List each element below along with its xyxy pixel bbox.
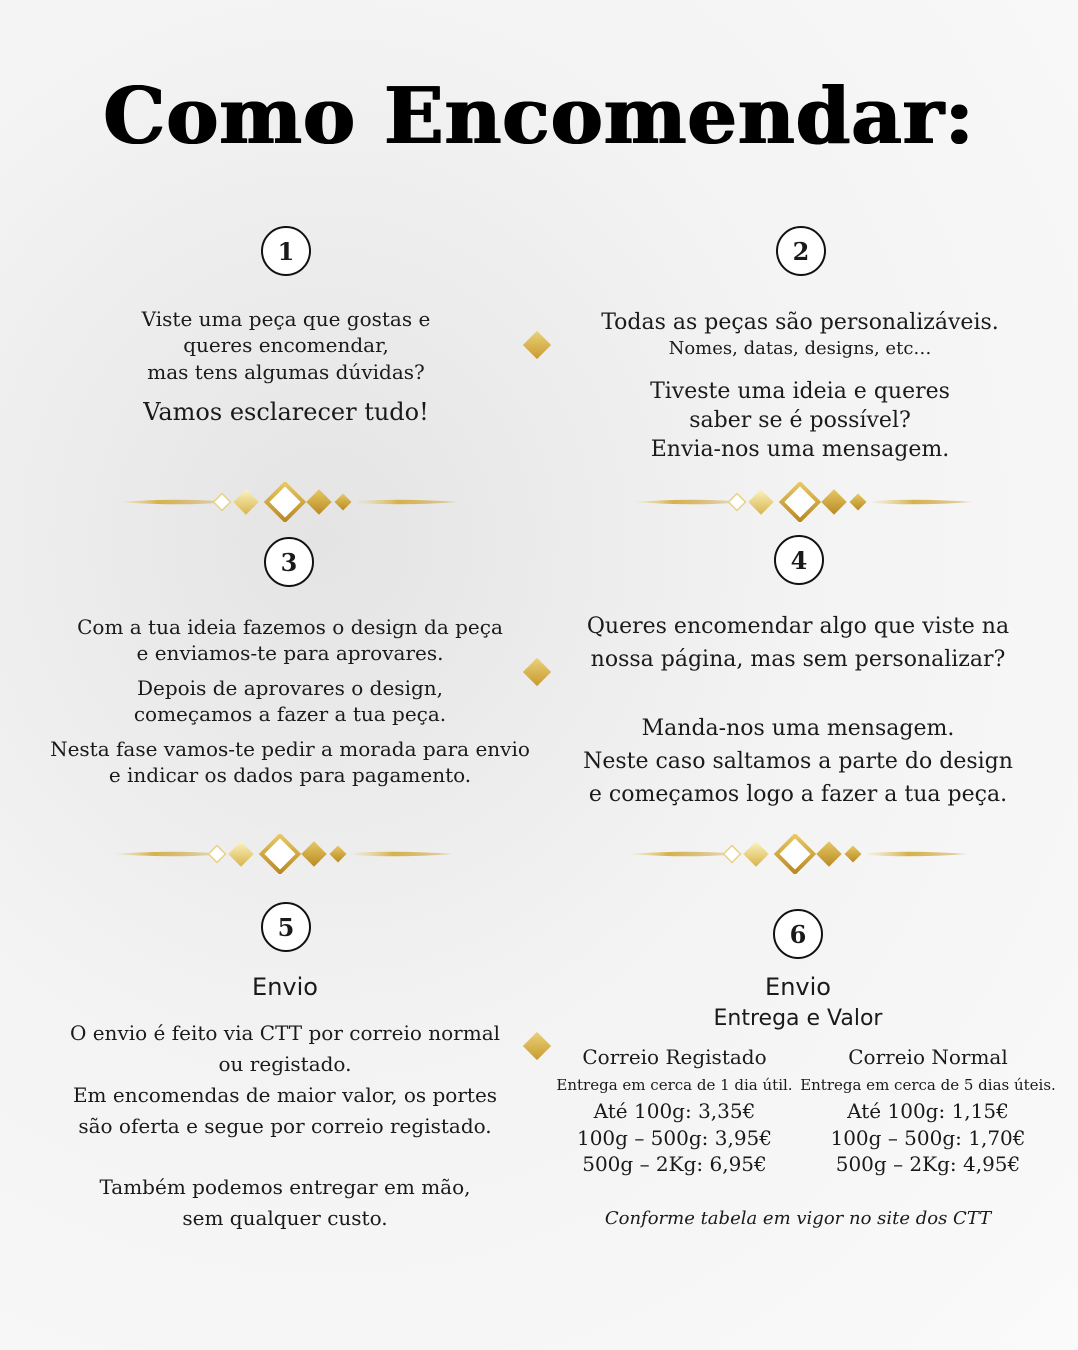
step-1-line: mas tens algumas dúvidas? — [147, 359, 425, 384]
step-4-line: Queres encomendar algo que viste na — [586, 614, 1010, 639]
step-6-heading: Envio — [765, 973, 831, 1001]
step-5-number: 5 — [261, 902, 311, 952]
step-4-text — [570, 610, 1026, 811]
step-3-line: e indicar os dados para pagamento. — [108, 762, 472, 787]
registado-name: Correio Registado — [582, 1045, 767, 1069]
step-2-line: Envia-nos uma mensagem. — [650, 436, 950, 462]
step-2-line: Tiveste uma ideia e queres — [650, 378, 950, 404]
step-2-text — [580, 308, 1020, 464]
step-2-heading: Todas as peças são personalizáveis. — [601, 310, 999, 335]
normal-price: 100g – 500g: 1,70€ — [830, 1125, 1026, 1150]
normal-price: Até 100g: 1,15€ — [847, 1099, 1009, 1124]
step-3-number: 3 — [264, 537, 314, 587]
step-5-line: Também podemos entregar em mão, — [99, 1174, 471, 1199]
normal-note: Entrega em cerca de 5 dias úteis. — [800, 1076, 1056, 1095]
step-6-number: 6 — [773, 909, 823, 959]
step-6-heading-block — [598, 972, 998, 1033]
gold-ornament-divider — [628, 482, 978, 522]
registado-note: Entrega em cerca de 1 dia útil. — [556, 1076, 793, 1095]
ctt-footnote: Conforme tabela em vigor no site dos CTT — [604, 1208, 992, 1229]
step-1-number: 1 — [261, 226, 311, 276]
step-5-text — [50, 972, 520, 1234]
step-5-line: O envio é feito via CTT por correio normal — [69, 1020, 501, 1045]
step-3-text — [40, 614, 540, 788]
step-5-line: são oferta e segue por correio registado. — [78, 1113, 492, 1138]
normal-price: 500g – 2Kg: 4,95€ — [835, 1151, 1021, 1176]
step-5-line: sem qualquer custo. — [182, 1205, 388, 1230]
registado-price: 100g – 500g: 3,95€ — [576, 1125, 773, 1150]
normal-name: Correio Normal — [848, 1045, 1008, 1069]
gold-diamond-icon — [523, 331, 551, 359]
step-2-number: 2 — [776, 226, 826, 276]
gold-ornament-divider — [623, 834, 973, 874]
step-4-line: e começamos logo a fazer a tua peça. — [588, 782, 1008, 807]
step-4-line: nossa página, mas sem personalizar? — [590, 647, 1006, 672]
correio-registado-column — [552, 1044, 797, 1177]
page-title: Como Encomendar: — [103, 71, 975, 162]
gold-diamond-icon — [523, 1032, 551, 1060]
step-4-number: 4 — [774, 535, 824, 585]
step-1-text — [86, 306, 486, 429]
step-4-line: Neste caso saltamos a parte do design — [583, 749, 1013, 774]
step-3-line: Com a tua ideia fazemos o design da peça — [77, 615, 503, 639]
registado-price: Até 100g: 3,35€ — [593, 1099, 756, 1124]
step-1-line: queres encomendar, — [183, 333, 389, 358]
step-2-line: saber se é possível? — [689, 407, 911, 433]
step-5-heading: Envio — [252, 973, 318, 1001]
gold-ornament-divider — [113, 482, 463, 522]
step-2-sub: Nomes, datas, designs, etc… — [668, 338, 932, 360]
step-1-line: Viste uma peça que gostas e — [141, 307, 431, 331]
step-6-subheading: Entrega e Valor — [713, 1005, 883, 1031]
step-3-line: começamos a fazer a tua peça. — [133, 702, 447, 727]
step-4-line: Manda-nos uma mensagem. — [641, 716, 955, 741]
correio-normal-column — [797, 1044, 1059, 1177]
registado-price: 500g – 2Kg: 6,95€ — [582, 1151, 767, 1176]
step-1-highlight: Vamos esclarecer tudo! — [143, 398, 429, 427]
step-3-line: e enviamos-te para aprovares. — [136, 641, 444, 666]
gold-ornament-divider — [108, 834, 458, 874]
step-3-line: Depois de aprovares o design, — [136, 675, 444, 700]
step-5-line: ou registado. — [218, 1051, 352, 1076]
step-3-line: Nesta fase vamos-te pedir a morada para envio — [50, 736, 530, 761]
step-5-line: Em encomendas de maior valor, os portes — [72, 1082, 498, 1107]
